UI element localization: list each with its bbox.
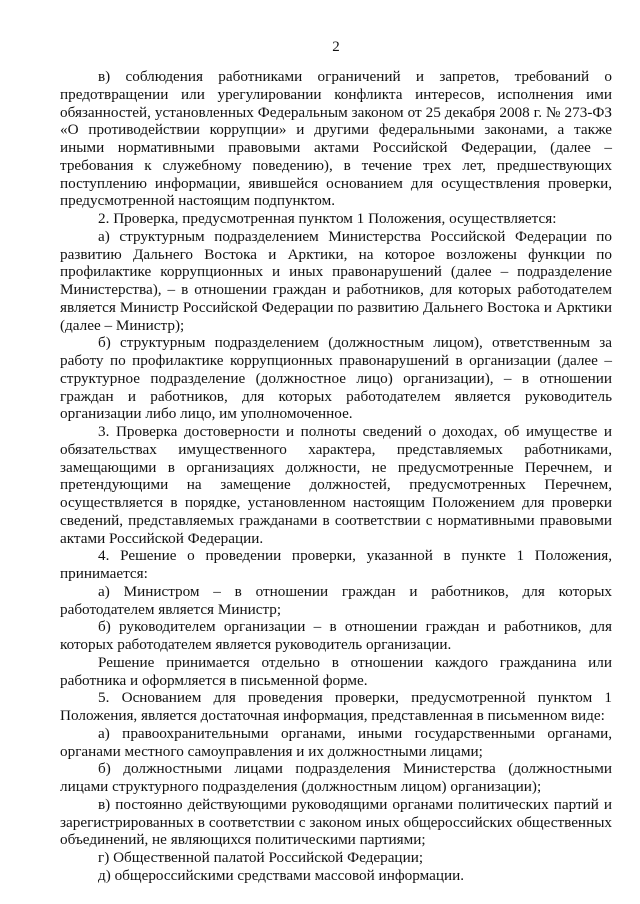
paragraph-4a-minister: а) Министром – в отношении граждан и работников, для которых работодателем является Министр; xyxy=(60,582,612,618)
paragraph-4-decision-form: Решение принимается отдельно в отношении каждого гражданина или работника и оформляется в письменной форме. xyxy=(60,653,612,689)
paragraph-2a-ministry-subdivision: а) структурным подразделением Министерства Российской Федерации по развитию Дальнего Востока и Арктики, на которое возложены функции по профилактике коррупционных и иных правонарушений (далее – подразделение Министерства), – в отношении граждан и работников, для которых работодателем является Министр Российской Федерации по развитию Дальнего Востока и Арктики (далее – Министр); xyxy=(60,227,612,334)
paragraph-2-check-performed: 2. Проверка, предусмотренная пунктом 1 Положения, осуществляется: xyxy=(98,210,557,227)
paragraph-4b-organization-head: б) руководителем организации – в отношении граждан и работников, для которых работодателем является руководитель организации. xyxy=(60,618,612,653)
paragraph-5g-public-chamber: г) Общественной палатой Российской Федерации; xyxy=(98,849,424,866)
paragraph-5a-law-enforcement: а) правоохранительными органами, иными государственными органами, органами местного самоуправления и их должностными лицами; xyxy=(60,724,612,760)
document-page xyxy=(60,38,612,885)
paragraph-4-decision: 4. Решение о проведении проверки, указанной в пункте 1 Положения, принимается: xyxy=(60,547,612,582)
paragraph-5d-mass-media: д) общероссийскими средствами массовой информации. xyxy=(98,866,465,884)
paragraph-2b-organization-subdivision: б) структурным подразделением (должностным лицом), ответственным за работу по профилактике коррупционных правонарушений в организации (далее – структурное подразделение (должностное лицо) организации), – в отношении граждан и работников, для которых работодателем является руководитель организации либо лицо, им уполномоченное. xyxy=(60,334,612,423)
paragraph-3-income-verification: 3. Проверка достоверности и полноты сведений о доходах, об имуществе и обязательствах имущественного характера, представляемых работниками, замещающими в организациях должности, не предусмотренные Перечнем, и претендующими на замещение должностей, предусмотренных Перечнем, осуществляется в порядке, установленном настоящим Положением для проверки сведений, представляемых гражданами в соответствии с нормативными правовыми актами Российской Федерации. xyxy=(60,423,612,547)
paragraph-5v-political-parties: в) постоянно действующими руководящими органами политических партий и зарегистрированных в соответствии с законом иных общероссийских общественных объединений, не являющихся политическими партиями; xyxy=(60,795,612,849)
paragraph-3v-conduct-requirements: в) соблюдения работниками ограничений и запретов, требований о предотвращении или урегулировании конфликта интересов, исполнения ими обязанностей, установленных Федеральным законом от 25 декабря 2008 г. № 273-ФЗ «О противодействии коррупции» и другими федеральными законами, а также иными нормативными правовыми актами Российской Федерации, (далее – требования к служебному поведению), в течение трех лет, предшествующих поступлению информации, явившейся основанием для осуществления проверки, предусмотренной настоящим подпунктом. xyxy=(60,68,612,210)
paragraph-5-grounds: 5. Основанием для проведения проверки, предусмотренной пунктом 1 Положения, является достаточная информация, представленная в письменном виде: xyxy=(60,689,612,724)
page-number: 2 xyxy=(332,39,340,55)
paragraph-5b-officials: б) должностными лицами подразделения Министерства (должностными лицами структурного подразделения (должностным лицом) организации); xyxy=(60,760,612,795)
